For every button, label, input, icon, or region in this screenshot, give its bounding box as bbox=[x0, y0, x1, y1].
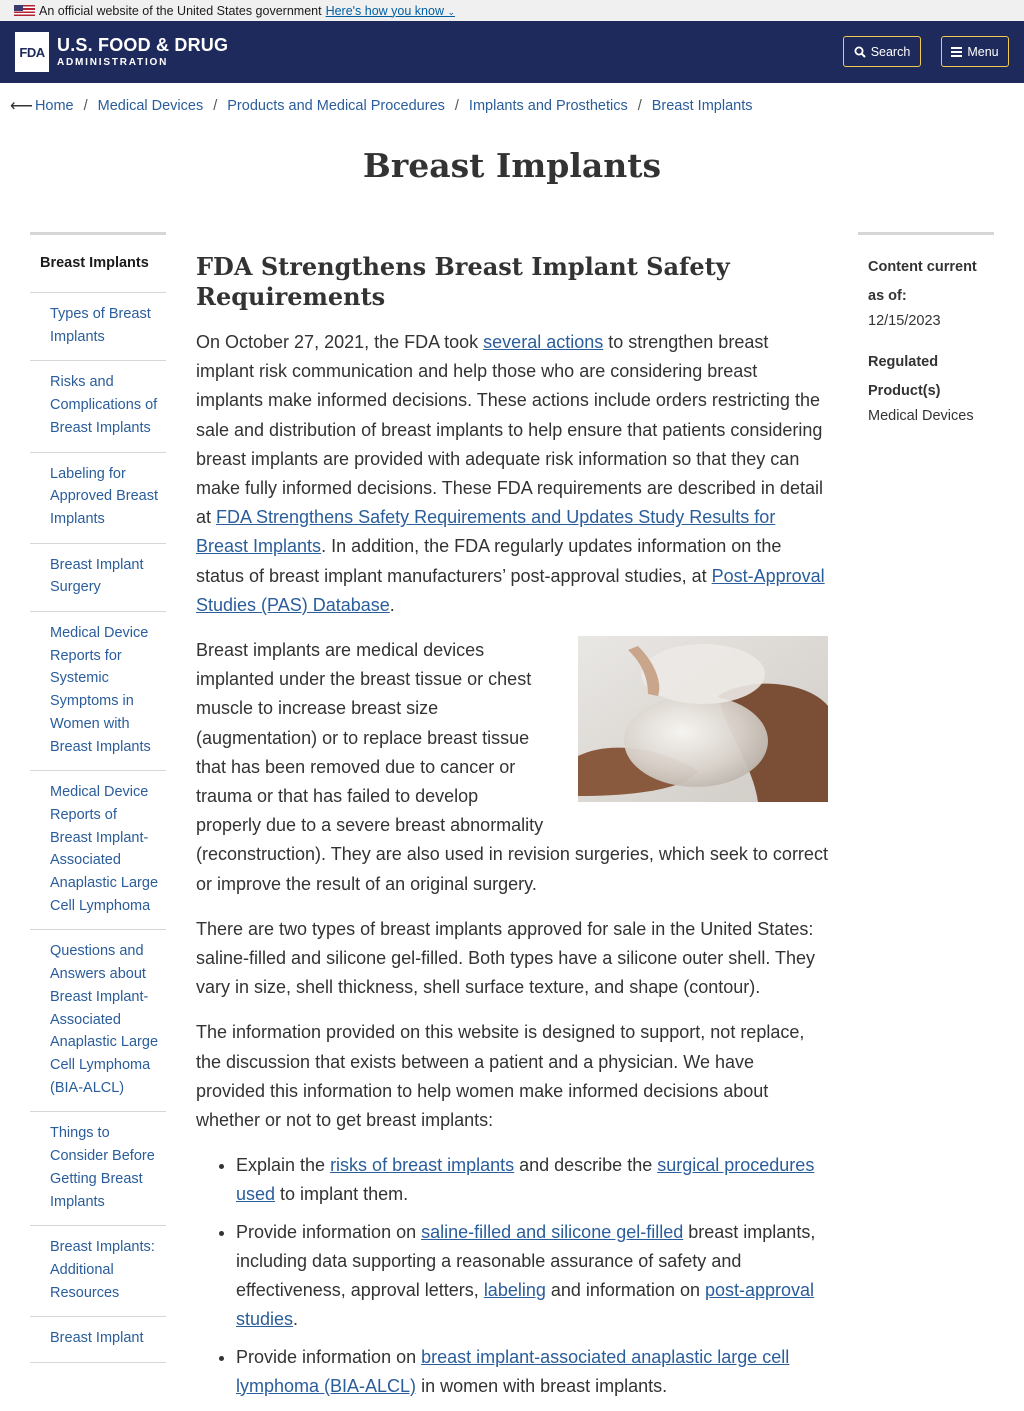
list-item: • Explain the risks of breast implants and describe the surgical procedures used to implant them. bbox=[236, 1151, 828, 1209]
breadcrumb-breast-implants[interactable]: Breast Implants bbox=[651, 98, 753, 114]
sidenav-item-mdr-bia-alcl[interactable]: Medical Device Reports of Breast Implant-Associated Anaplastic Large Cell Lymphoma bbox=[30, 771, 166, 930]
sidenav-item-surgery[interactable]: Breast Implant Surgery bbox=[30, 544, 166, 612]
breadcrumb-implants-prosthetics[interactable]: Implants and Prosthetics bbox=[468, 98, 628, 114]
agency-name-line1: U.S. FOOD & DRUG bbox=[57, 35, 229, 55]
list-item: • Provide information on saline-filled and silicone gel-filled breast implants, including data supporting a reasonable assurance of safety and effectiveness, approval letters, labeling and information on post-approval studies. bbox=[236, 1218, 828, 1335]
safety-requirements-link[interactable]: FDA Strengthens Safety Requirements and Updates Study Results for Breast Implants bbox=[196, 507, 776, 557]
risks-link[interactable]: risks of breast implants bbox=[330, 1155, 515, 1176]
us-flag-icon bbox=[14, 5, 35, 16]
breadcrumb: ⟵ Home / Medical Devices / Products and Medical Procedures / Implants and Prosthetics / Breast Implants bbox=[10, 98, 753, 115]
sidenav-item-labeling[interactable]: Labeling for Approved Breast Implants bbox=[30, 453, 166, 544]
list-item: • Provide information on breast implant-associated anaplastic large cell lymphoma (BIA-ALCL) in women with breast implants. bbox=[236, 1343, 828, 1401]
sidenav-item-additional-resources[interactable]: Breast Implants: Additional Resources bbox=[30, 1226, 166, 1317]
breadcrumb-products-procedures[interactable]: Products and Medical Procedures bbox=[227, 98, 445, 114]
sidenav-item-mdr-systemic[interactable]: Medical Device Reports for Systemic Symptoms in Women with Breast Implants bbox=[30, 612, 166, 771]
sidenav-item-risks[interactable]: Risks and Complications of Breast Implants bbox=[30, 361, 166, 452]
breadcrumb-home[interactable]: Home bbox=[34, 98, 74, 114]
description-paragraph: Breast implants are medical devices implanted under the breast tissue or chest muscle to increase breast size (augmentation) or to replace breast tissue that has been removed due to cancer or trauma or that has failed to develop properly due to a severe breast abnormality (reconstruction). They are also used in revision surgeries, which seek to correct or improve the result of an original surgery. bbox=[196, 640, 828, 894]
regulated-products-value: Medical Devices bbox=[868, 408, 974, 424]
chevron-down-icon: ⌄ bbox=[447, 6, 456, 17]
sidenav-item-qa-bia-alcl[interactable]: Questions and Answers about Breast Implant-Associated Anaplastic Large Cell Lymphoma (BIA-ALCL) bbox=[30, 930, 166, 1112]
sidenav-item-things-to-consider[interactable]: Things to Consider Before Getting Breast Implants bbox=[30, 1112, 166, 1226]
heres-how-you-know-link[interactable]: Here's how you know ⌄ bbox=[325, 3, 456, 18]
main-content bbox=[196, 252, 828, 1409]
bia-alcl-link[interactable]: breast implant-associated anaplastic large cell lymphoma (BIA-ALCL) bbox=[236, 1346, 790, 1396]
gov-banner-text: An official website of the United States government bbox=[39, 3, 322, 18]
regulated-products-label: Regulated Product(s) bbox=[868, 354, 941, 399]
purpose-paragraph: The information provided on this website is designed to support, not replace, the discussion that exists between a patient and a physician. We have provided this information to help women make informed decisions about whether or not to get breast implants: bbox=[196, 1022, 805, 1131]
site-header bbox=[0, 21, 1024, 83]
breadcrumb-medical-devices[interactable]: Medical Devices bbox=[97, 98, 204, 114]
content-info-panel bbox=[858, 232, 994, 443]
sidenav-heading[interactable]: Breast Implants bbox=[30, 235, 166, 293]
content-current-date: 12/15/2023 bbox=[868, 313, 941, 329]
surgical-procedures-link[interactable]: surgical procedures used bbox=[236, 1155, 815, 1205]
agency-name[interactable] bbox=[57, 36, 228, 68]
hamburger-menu-icon bbox=[951, 47, 962, 57]
menu-button[interactable]: Menu bbox=[941, 36, 1009, 67]
article-heading: FDA Strengthens Breast Implant Safety Requirements bbox=[196, 252, 730, 311]
post-approval-studies-link[interactable]: post-approval studies bbox=[236, 1280, 815, 1330]
pas-database-link[interactable]: Post-Approval Studies (PAS) Database bbox=[196, 565, 825, 615]
page-title: Breast Implants bbox=[362, 146, 662, 185]
back-arrow-icon: ⟵ bbox=[10, 98, 33, 115]
breast-implants-photo bbox=[578, 636, 828, 802]
several-actions-link[interactable]: several actions bbox=[483, 332, 604, 352]
saline-silicone-link[interactable]: saline-filled and silicone gel-filled bbox=[421, 1221, 684, 1242]
intro-paragraph: On October 27, 2021, the FDA took several actions to strengthen breast implant risk communication and help those who are considering breast implants make informed decisions. These actions include orders restricting the sale and distribution of breast implants to help ensure that patients considering breast implants are provided with adequate risk information so that they can make fully informed decisions. These FDA requirements are described in detail at FDA Strengthens Safety Requirements and Updates Study Results for Breast Implants. In addition, the FDA regularly updates information on the status of breast implant manufacturers’ post-approval studies, at Post-Approval Studies (PAS) Database. bbox=[196, 332, 825, 615]
labeling-link[interactable]: labeling bbox=[483, 1280, 546, 1301]
info-list bbox=[236, 1151, 828, 1401]
agency-name-line2: ADMINISTRATION bbox=[57, 57, 169, 68]
search-button[interactable]: Search bbox=[843, 36, 921, 67]
implant-types-paragraph: There are two types of breast implants approved for sale in the United States: saline-filled and silicone gel-filled. Both types have a silicone outer shell. They vary in size, shell thickness, shell surface texture, and shape (contour). bbox=[196, 918, 816, 998]
side-navigation bbox=[30, 232, 166, 1363]
fda-logo[interactable]: FDA bbox=[15, 32, 49, 72]
sidenav-item-types[interactable]: Types of Breast Implants bbox=[30, 293, 166, 361]
content-current-label: Content current as of: bbox=[868, 259, 977, 304]
gov-banner bbox=[0, 0, 1024, 21]
search-icon bbox=[854, 46, 866, 58]
sidenav-item-breast-implant[interactable]: Breast Implant bbox=[30, 1317, 166, 1363]
